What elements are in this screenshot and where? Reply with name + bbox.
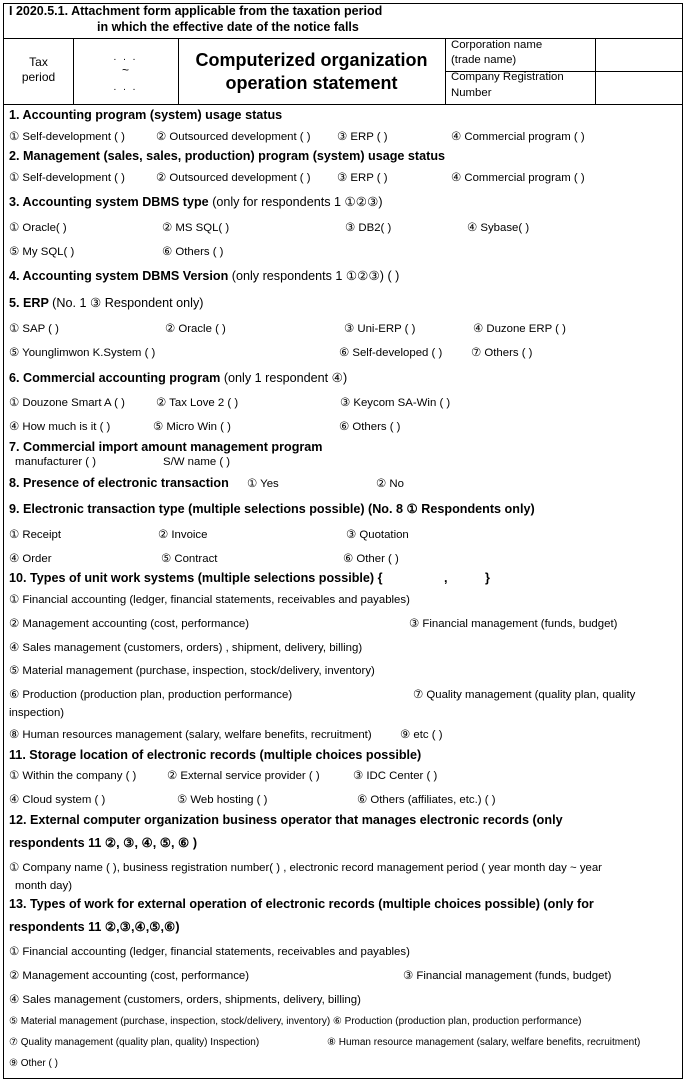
sw-name-field[interactable]: S/W name ( ) — [163, 456, 231, 468]
option-item[interactable]: ③ Uni-ERP ( ) — [344, 323, 416, 335]
reg-number-label: Number — [451, 87, 492, 99]
question-note: (only for respondents 1 ①②③) — [212, 195, 383, 209]
period-end-field[interactable]: . . . — [113, 82, 138, 93]
option-item[interactable]: ① Yes — [247, 478, 279, 490]
option-item[interactable]: ③ Keycom SA-Win ( ) — [340, 397, 451, 409]
list-item[interactable]: ① Financial accounting (ledger, financial statements, receivables and payables) — [9, 946, 410, 958]
option-item[interactable]: ① Receipt — [9, 529, 61, 541]
option-item[interactable]: ② Invoice — [158, 529, 208, 541]
manufacturer-field[interactable]: manufacturer ( ) — [15, 456, 97, 468]
list-item[interactable]: ⑧ Human resources management (salary, welfare benefits, recruitment) — [9, 729, 372, 741]
option-item[interactable]: ③ DB2( ) — [345, 222, 392, 234]
question-heading-text: 6. Commercial accounting program — [9, 371, 221, 385]
form-title-line2: in which the effective date of the notice falls — [97, 20, 359, 34]
option-item[interactable]: ② Oracle ( ) — [165, 323, 226, 335]
form-page — [3, 3, 683, 1079]
question-heading-text: 4. Accounting system DBMS Version — [9, 269, 229, 283]
question-heading: 11. Storage location of electronic records (multiple choices possible) — [9, 748, 422, 762]
option-item[interactable]: ③ ERP ( ) — [337, 131, 388, 143]
divider — [4, 104, 682, 105]
tax-period-label: period — [21, 70, 56, 84]
option-item[interactable]: ④ Sybase( ) — [467, 222, 530, 234]
list-item[interactable]: ④ Sales management (customers, orders, shipments, delivery, billing) — [9, 994, 361, 1006]
option-item[interactable]: ① Douzone Smart A ( ) — [9, 397, 125, 409]
option-item[interactable]: ④ Commercial program ( ) — [451, 131, 585, 143]
question-heading: 9. Electronic transaction type (multiple selections possible) (No. 8 ① Respondents only) — [9, 502, 535, 516]
option-item[interactable]: ① Oracle( ) — [9, 222, 67, 234]
question-heading: 1. Accounting program (system) usage status — [9, 108, 283, 122]
question-heading-text: 5. ERP — [9, 296, 49, 310]
question-heading-text: 3. Accounting system DBMS type — [9, 195, 209, 209]
document-title: operation statement — [225, 73, 398, 93]
heading-brace: } — [485, 571, 490, 585]
reg-number-field[interactable] — [596, 72, 682, 104]
option-item[interactable]: ① Self-development ( ) — [9, 131, 125, 143]
corp-name-label: Corporation name — [451, 39, 543, 51]
question-heading: respondents 11 ②,③,④,⑤,⑥) — [9, 920, 180, 934]
option-item[interactable]: ② No — [376, 478, 404, 490]
option-item[interactable]: ② Tax Love 2 ( ) — [156, 397, 239, 409]
period-start-field[interactable]: . . . — [113, 52, 138, 63]
option-item[interactable]: ② External service provider ( ) — [167, 770, 320, 782]
question-heading: 8. Presence of electronic transaction — [9, 476, 229, 490]
option-item[interactable]: ⑤ Younglimwon K.System ( ) — [9, 347, 156, 359]
option-item[interactable]: ④ Order — [9, 553, 52, 565]
divider — [4, 38, 682, 39]
option-item[interactable]: ③ IDC Center ( ) — [353, 770, 438, 782]
tax-period-label: Tax — [29, 55, 48, 69]
company-info-line[interactable]: month day) — [15, 880, 72, 892]
company-info-line[interactable]: ① Company name ( ), business registration number( ) , electronic record management period ( year month day ~ year — [9, 862, 602, 874]
option-item[interactable]: ④ Cloud system ( ) — [9, 794, 106, 806]
document-title: Computerized organization — [195, 50, 428, 70]
list-item[interactable]: ② Management accounting (cost, performance) — [9, 970, 250, 982]
option-item[interactable]: ⑥ Others (affiliates, etc.) ( ) — [357, 794, 496, 806]
option-item[interactable]: ③ Quotation — [346, 529, 409, 541]
list-item[interactable]: ⑨ Other ( ) — [9, 1058, 58, 1069]
option-item[interactable]: ⑥ Other ( ) — [343, 553, 399, 565]
list-item[interactable]: ② Management accounting (cost, performance) — [9, 618, 250, 630]
option-item[interactable]: ④ Duzone ERP ( ) — [473, 323, 566, 335]
question-note: (only respondents 1 ①②③) ( ) — [231, 269, 400, 283]
option-item[interactable]: ② Outsourced development ( ) — [156, 172, 311, 184]
form-title-line1: I 2020.5.1. Attachment form applicable from the taxation period — [9, 4, 383, 18]
option-item[interactable]: ⑤ Micro Win ( ) — [153, 421, 231, 433]
question-heading: respondents 11 ②, ③, ④, ⑤, ⑥ ) — [9, 836, 198, 850]
option-item[interactable]: ④ Commercial program ( ) — [451, 172, 585, 184]
option-item[interactable]: ② MS SQL( ) — [162, 222, 230, 234]
option-item[interactable]: ⑥ Self-developed ( ) — [339, 347, 443, 359]
option-item[interactable]: ① Self-development ( ) — [9, 172, 125, 184]
question-note: (only 1 respondent ④) — [223, 371, 348, 385]
list-item[interactable]: ⑤ Material management (purchase, inspection, stock/delivery, inventory) — [9, 665, 375, 677]
option-item[interactable]: ① Within the company ( ) — [9, 770, 137, 782]
list-item[interactable]: ④ Sales management (customers, orders) , shipment, delivery, billing) — [9, 642, 363, 654]
corp-name-field[interactable] — [596, 39, 682, 71]
option-item[interactable]: ⑥ Others ( ) — [162, 246, 224, 258]
question-heading — [9, 194, 383, 209]
option-item[interactable]: ① SAP ( ) — [9, 323, 59, 335]
heading-comma: , — [444, 571, 448, 585]
option-item[interactable]: ④ How much is it ( ) — [9, 421, 111, 433]
option-item[interactable]: ⑥ Others ( ) — [339, 421, 401, 433]
question-heading — [9, 268, 399, 283]
question-note: (No. 1 ③ Respondent only) — [52, 296, 204, 310]
option-item[interactable]: ⑤ Contract — [161, 553, 218, 565]
question-heading — [9, 370, 347, 385]
option-item[interactable]: ③ ERP ( ) — [337, 172, 388, 184]
list-item-continuation: inspection) — [9, 707, 65, 719]
corp-name-label: (trade name) — [451, 54, 517, 66]
option-item[interactable]: ⑤ My SQL( ) — [9, 246, 75, 258]
question-heading: 2. Management (sales, sales, production) program (system) usage status — [9, 149, 446, 163]
list-item[interactable]: ⑥ Production (production plan, production performance) — [9, 689, 293, 701]
list-item[interactable]: ③ Financial management (funds, budget) — [409, 618, 618, 630]
reg-number-label: Company Registration — [451, 71, 564, 83]
question-heading: 7. Commercial import amount management program — [9, 440, 323, 454]
list-item[interactable]: ⑨ etc ( ) — [400, 729, 443, 741]
question-heading: 10. Types of unit work systems (multiple selections possible) { — [9, 571, 383, 585]
list-item[interactable]: ① Financial accounting (ledger, financial statements, receivables and payables) — [9, 594, 410, 606]
list-item[interactable]: ⑤ Material management (purchase, inspection, stock/delivery, inventory) ⑥ Production (production plan, production performance) — [9, 1016, 582, 1027]
list-item[interactable]: ⑦ Quality management (quality plan, quality — [413, 689, 636, 701]
option-item[interactable]: ② Outsourced development ( ) — [156, 131, 311, 143]
list-item[interactable]: ③ Financial management (funds, budget) — [403, 970, 612, 982]
question-heading — [9, 295, 203, 310]
question-heading: 12. External computer organization business operator that manages electronic records (only — [9, 813, 563, 827]
list-item[interactable]: ⑧ Human resource management (salary, welfare benefits, recruitment) — [327, 1037, 641, 1048]
list-item[interactable]: ⑦ Quality management (quality plan, quality) Inspection) — [9, 1037, 260, 1048]
option-item[interactable]: ⑦ Others ( ) — [471, 347, 533, 359]
period-tilde: ~ — [121, 63, 129, 77]
option-item[interactable]: ⑤ Web hosting ( ) — [177, 794, 268, 806]
question-heading: 13. Types of work for external operation of electronic records (multiple choices possible) (only for — [9, 897, 594, 911]
